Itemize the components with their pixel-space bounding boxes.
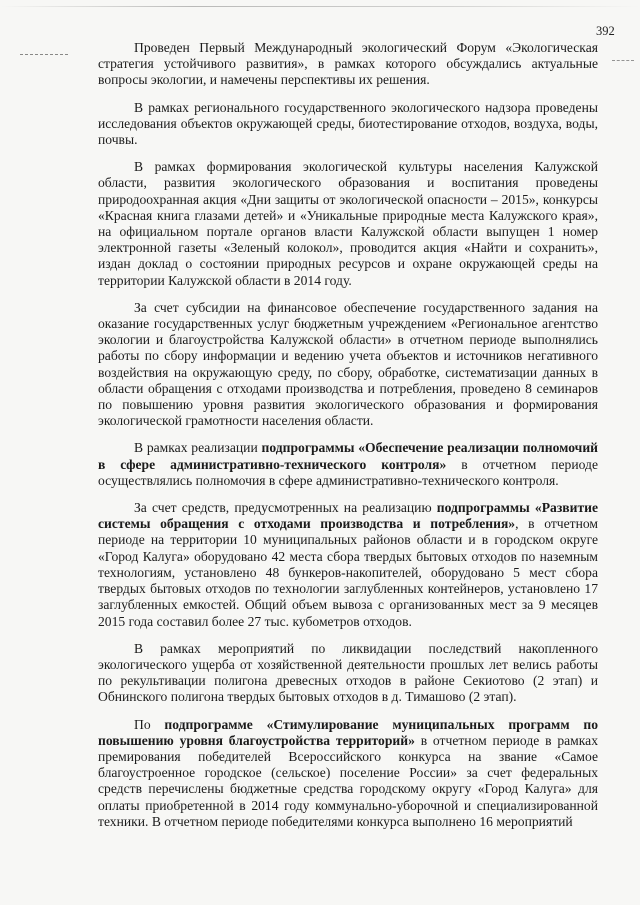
- paragraph-text: В рамках мероприятий по ликвидации последствий накопленного экологического ущерба от хозяйственной деятельности прошлых лет велись работы по рекультивации полигона древесных отходов в районе Секиотово (2 этап) и Обнинского полигона твердых бытовых отходов в д. Тимашово (2 этап).: [98, 640, 598, 705]
- scan-mark-left: [20, 54, 68, 56]
- scan-edge-top: [0, 6, 640, 7]
- paragraph-text: В рамках формирования экологической культуры населения Калужской области, развития экологического образования и воспитания проведены природоохранная акция «Дни защиты от экологической опасности – 2015», конкурсы «Красная книга глазами детей» и «Уникальные природные места Калужского края», на официальном портале органов власти Калужской области выпущен 1 номер электронной газеты «Зеленый колокол», проводится акция «Найти и сохранить», издан доклад о состоянии природных ресурсов и охране окружающей среды на территории Калужской области в 2014 году.: [98, 159, 598, 288]
- page-number: 392: [596, 24, 615, 38]
- subprogram-title: подпрограммы «Обеспечение реализации полномочий в сфере административно-технического контроля»: [98, 440, 598, 472]
- paragraph-text: За счет субсидии на финансовое обеспечение государственного задания на оказание государственных услуг бюджетным учреждением «Региональное агентство экологии и благоустройства Калужской области» в отчетном периоде выполнялись работы по сбору информации и ведению учета объектов и источников негативного воздействия на окружающую среду, по сбору, обработке, систематизации данных в области обращения с отходами производства и потребления, проведено 8 семинаров по повышению уровня развития экологического образования и формирования экологической грамотности населения области.: [98, 299, 598, 429]
- paragraph-text: в отчетном периоде в рамках премирования победителей Всероссийского конкурса на звание «Самое благоустроенное городское (сельское) поселение России» за счет федеральных средств перечислены бюджетные средства городскому округу «Город Калуга» для оплаты приобретенной в 2014 году коммунально-уборочной и специализированной техники. В отчетном периоде победителями конкурса выполнено 16 мероприятий: [98, 732, 598, 829]
- paragraph-supervision: [98, 100, 598, 149]
- subprogram-title: подпрограммы «Развитие системы обращения с отходами производства и потребления»: [98, 500, 598, 532]
- paragraph-subsidy: [98, 300, 598, 430]
- subprogram-title: подпрограмме «Стимулирование муниципальных программ по повышению уровня благоустройства территорий»: [98, 716, 598, 748]
- scan-mark-right: [612, 60, 634, 62]
- paragraph-text: , в отчетном периоде на территории 10 муниципальных районов области и в городском округе «Город Калуга» оборудовано 42 места сбора твердых бытовых отходов по наземным технологиям, установлено 48 бункеров-накопителей, оборудовано 5 мест сбора твердых бытовых отходов по технологии заглубленных контейнеров, установлено 17 заглубленных емкостей. Общий объем вывоза с организованных мест за 9 месяцев 2015 года составил более 27 тыс. кубометров отходов.: [98, 516, 598, 629]
- paragraph-text: в отчетном периоде осуществлялись полномочия в сфере административно-технического контроля.: [98, 456, 598, 488]
- paragraph-ecological-culture: [98, 159, 598, 289]
- paragraph-damage-liquidation: [98, 641, 598, 706]
- paragraph-waste-system: [98, 500, 598, 630]
- paragraph-municipal-programs: [98, 717, 598, 830]
- paragraph-text: За счет средств, предусмотренных на реализацию: [134, 500, 437, 516]
- paragraph-text: В рамках реализации: [134, 440, 262, 456]
- paragraph-forum: [98, 40, 598, 89]
- paragraph-text: По: [134, 716, 165, 732]
- paragraph-text: В рамках регионального государственного экологического надзора проведены исследования объектов окружающей среды, биотестирование отходов, воздуха, воды, почвы.: [98, 99, 598, 148]
- paragraph-technical-control: [98, 440, 598, 489]
- paragraph-text: Проведен Первый Международный экологический Форум «Экологическая стратегия устойчивого развития», в рамках которого обсуждались актуальные вопросы экологии, и намечены перспективы их решения.: [98, 40, 598, 88]
- document-body: [98, 40, 598, 841]
